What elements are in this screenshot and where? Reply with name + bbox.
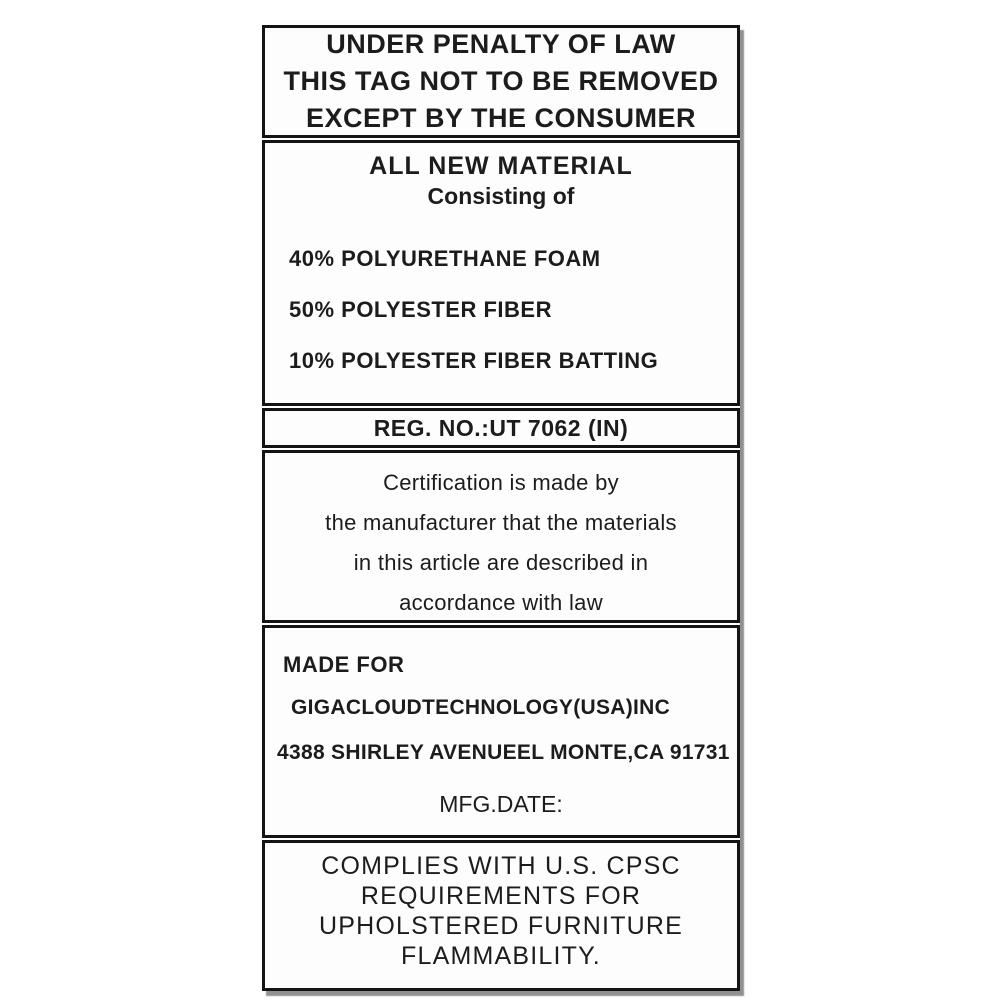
material-item-fiber: 50% POLYESTER FIBER xyxy=(289,297,552,322)
penalty-header-line-3: EXCEPT BY THE CONSUMER xyxy=(305,103,697,133)
certification-section xyxy=(262,450,740,623)
compliance-line-4: FLAMMABILITY. xyxy=(401,942,601,970)
penalty-header-section xyxy=(262,25,740,138)
made-for-label: MADE FOR xyxy=(283,652,405,677)
registration-section xyxy=(262,408,740,448)
compliance-section xyxy=(262,840,740,991)
manufacturer-section xyxy=(262,625,740,838)
material-item-foam: 40% POLYURETHANE FOAM xyxy=(289,246,601,271)
certification-line-2: the manufacturer that the materials xyxy=(325,510,677,535)
materials-section xyxy=(262,140,740,406)
compliance-line-2: REQUIREMENTS FOR xyxy=(360,882,642,910)
compliance-line-3: UPHOLSTERED FURNITURE xyxy=(318,912,684,940)
compliance-line-1: COMPLIES WITH U.S. CPSC xyxy=(321,852,681,880)
certification-line-4: accordance with law xyxy=(399,590,603,615)
penalty-header-line-1: UNDER PENALTY OF LAW xyxy=(326,29,676,59)
certification-line-1: Certification is made by xyxy=(383,470,619,495)
materials-title: ALL NEW MATERIAL xyxy=(369,152,633,180)
registration-number: REG. NO.:UT 7062 (IN) xyxy=(373,414,629,441)
manufacturer-address: 4388 SHIRLEY AVENUEEL MONTE,CA 91731 xyxy=(277,741,730,764)
penalty-header-line-2: THIS TAG NOT TO BE REMOVED xyxy=(283,66,719,96)
material-item-batting: 10% POLYESTER FIBER BATTING xyxy=(289,348,659,373)
mfg-date-label: MFG.DATE: xyxy=(439,791,563,817)
materials-subtitle: Consisting of xyxy=(427,183,575,209)
law-label xyxy=(262,25,740,991)
certification-line-3: in this article are described in xyxy=(353,550,649,575)
manufacturer-company: GIGACLOUDTECHNOLOGY(USA)INC xyxy=(291,696,671,719)
